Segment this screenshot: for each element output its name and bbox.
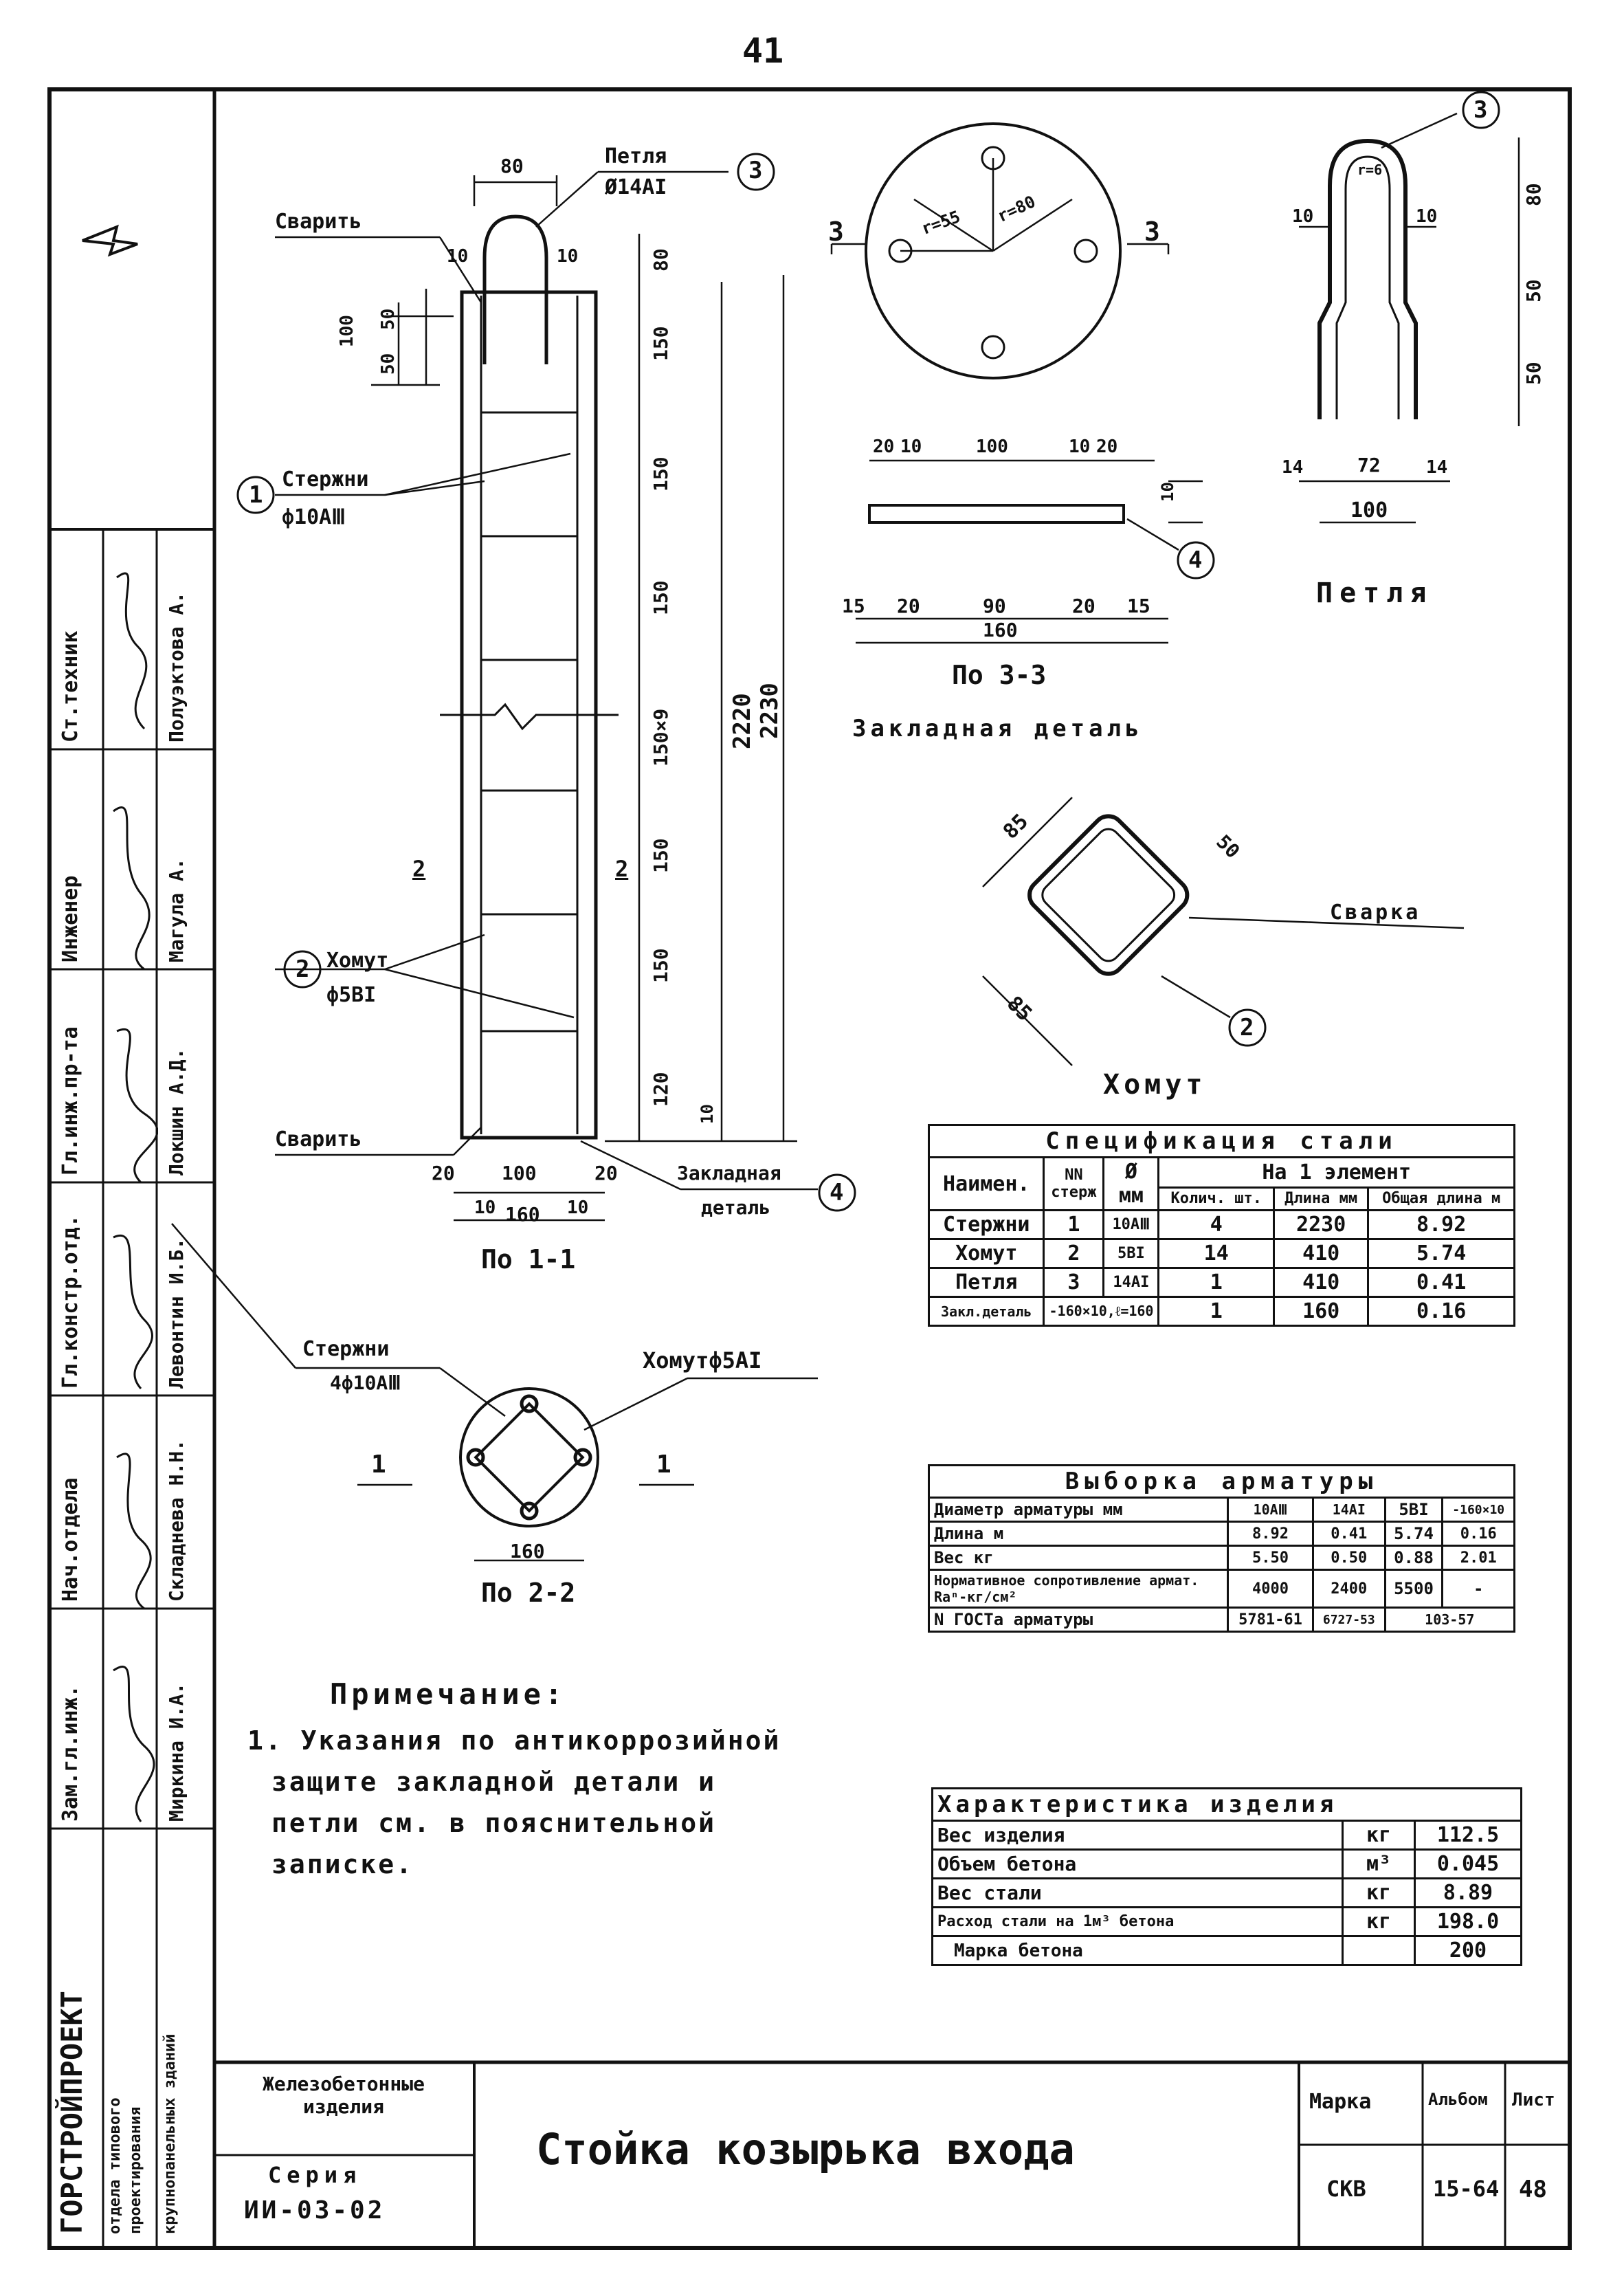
plate-caption: По 3-3 <box>952 660 1047 690</box>
plate-r2: r=80 <box>994 192 1039 226</box>
char-cell: Вес изделия <box>933 1821 1343 1850</box>
spec-cell: 5.74 <box>1368 1239 1515 1268</box>
char-cell: 0.045 <box>1415 1850 1522 1879</box>
sidebar-role-1: Ст.техник <box>58 630 82 742</box>
rebar-cell: 5.50 <box>1228 1546 1313 1570</box>
dim-10a: 10 <box>447 246 469 267</box>
dim-top: 80 <box>500 155 524 177</box>
sidebar-name-6: Миркина И.А. <box>165 1682 188 1822</box>
sidebar-org-sub-1: отдела типового <box>107 2097 124 2234</box>
rebar-cell: Вес кг <box>929 1546 1228 1570</box>
rebar-cell: 5781-61 <box>1228 1608 1313 1632</box>
loop-detail-left10: 10 <box>1292 206 1314 227</box>
plate-num: 4 <box>1188 547 1203 574</box>
rebar-cell: 0.16 <box>1443 1522 1515 1546</box>
bottom-dim-20b: 20 <box>594 1162 618 1184</box>
tb-mark: СКВ <box>1326 2176 1366 2202</box>
plate-total: 160 <box>983 619 1018 641</box>
rebar-cell: 8.92 <box>1228 1522 1313 1546</box>
stirrup-side1: 85 <box>998 809 1034 844</box>
plate-top-dim-4: 10 <box>1069 437 1091 457</box>
spacing-8: 120 <box>649 1072 672 1107</box>
spec-cell: Закл.деталь <box>929 1297 1044 1326</box>
spec-cell: Стержни <box>929 1211 1044 1239</box>
s22-mark-left: 1 <box>371 1450 386 1479</box>
sidebar-name-3: Локшин А.Д. <box>165 1048 188 1175</box>
loop-detail-bottom-right: 14 <box>1426 457 1448 478</box>
rebar-cell: 6727-53 <box>1313 1608 1386 1632</box>
stirrup-weld-label: Сварка <box>1330 901 1421 925</box>
sidebar-role-4: Гл.констр.отд. <box>58 1215 82 1389</box>
notes-line-4: записке. <box>271 1849 414 1879</box>
rebar-cell: 0.88 <box>1385 1546 1443 1570</box>
signatures <box>103 536 158 1842</box>
loop-detail-bottom-left: 14 <box>1282 457 1304 478</box>
loop-detail-dim-50a: 50 <box>1522 279 1545 302</box>
tb-category: Железобетонные изделия <box>262 2073 425 2118</box>
char-cell: 112.5 <box>1415 1821 1522 1850</box>
spacing-3: 150 <box>649 456 672 492</box>
plate-bottom-dim-5: 15 <box>1127 595 1150 617</box>
loop-num: 3 <box>748 157 763 184</box>
bottom-dim-20a: 20 <box>432 1162 455 1184</box>
rebar-cell: 5.74 <box>1385 1522 1443 1546</box>
rebar-cell: N ГОСТа арматуры <box>929 1608 1228 1632</box>
rebar-cell: 2.01 <box>1443 1546 1515 1570</box>
spec-h-group: На 1 элемент <box>1159 1158 1515 1188</box>
spec-cell: 160 <box>1273 1297 1368 1326</box>
char-title: Характеристика изделия <box>933 1789 1522 1821</box>
embed-label-2: деталь <box>701 1196 771 1219</box>
s22-dim: 160 <box>510 1540 545 1563</box>
notes-line-3: петли см. в пояснительной <box>271 1808 716 1838</box>
char-cell: м³ <box>1343 1850 1415 1879</box>
spacing-5: 150×9 <box>649 708 672 766</box>
tb-sheet: 48 <box>1519 2176 1547 2203</box>
rebar-cell: Длина м <box>929 1522 1228 1546</box>
section-mark: 2 <box>412 856 426 882</box>
sidebar-name-2: Магула А. <box>165 858 188 962</box>
dim-50b: 50 <box>378 353 399 375</box>
sidebar-role-3: Гл.инж.пр-та <box>58 1026 82 1175</box>
plate-top-dim-5: 20 <box>1096 437 1118 457</box>
stirrup-dia: ф5ВI <box>326 983 377 1007</box>
rebar-cell: Нормативное сопротивление армат. Rаⁿ-кг/см² <box>929 1570 1228 1608</box>
char-cell: Расход стали на 1м³ бетона <box>933 1908 1343 1936</box>
emblem-icon <box>76 206 144 275</box>
spacing-7: 150 <box>649 948 672 983</box>
sidebar-name-5: Складнева Н.Н. <box>165 1439 188 1602</box>
rods-num: 1 <box>249 481 263 509</box>
spec-cell: 2 <box>1044 1239 1104 1268</box>
spec-cell: Петля <box>929 1268 1044 1297</box>
plate-bottom-dim-3: 90 <box>983 595 1006 617</box>
spacing-2: 150 <box>649 326 672 361</box>
spec-cell: 0.16 <box>1368 1297 1515 1326</box>
char-cell: кг <box>1343 1821 1415 1850</box>
weld-bottom-label: Сварить <box>275 1127 362 1151</box>
notes-title: Примечание: <box>330 1677 567 1711</box>
rebar-cell: 0.50 <box>1313 1546 1386 1570</box>
loop-detail-dim-80: 80 <box>1522 183 1545 206</box>
plate-top-dim-2: 10 <box>900 437 922 457</box>
spec-cell: 14АI <box>1104 1268 1159 1297</box>
char-cell: 200 <box>1415 1936 1522 1965</box>
rebar-cell: 5ВI <box>1385 1498 1443 1522</box>
loop-detail-radius: r=6 <box>1357 162 1383 178</box>
char-cell: 198.0 <box>1415 1908 1522 1936</box>
sidebar-org: ГОРСТРОЙПРОЕКТ <box>55 1990 89 2234</box>
plate-bottom-dim-1: 15 <box>842 595 865 617</box>
rebar-cell: Диаметр арматуры мм <box>929 1498 1228 1522</box>
s22-caption: По 2-2 <box>481 1578 576 1608</box>
rebar-cell: -160×10 <box>1443 1498 1515 1522</box>
notes-line-2: защите закладной детали и <box>271 1767 716 1797</box>
rebar-cell: 14АI <box>1313 1498 1386 1522</box>
spec-h-name: Наимен. <box>929 1158 1044 1211</box>
char-cell: Марка бетона <box>933 1936 1343 1965</box>
plate-top-dim-1: 20 <box>873 437 895 457</box>
spec-cell: 3 <box>1044 1268 1104 1297</box>
rebar-cell: 0.41 <box>1313 1522 1386 1546</box>
plate-thickness: 10 <box>1158 482 1177 502</box>
s22-rods-dia: 4ф10АⅢ <box>330 1371 401 1394</box>
spec-cell: 410 <box>1273 1239 1368 1268</box>
embed-num: 4 <box>830 1179 844 1206</box>
sidebar-role-6: Зам.гл.инж. <box>58 1685 82 1822</box>
sidebar-role-2: Инженер <box>58 875 82 962</box>
stirrup-label: Хомут <box>326 949 389 973</box>
overall-2220: 2220 <box>728 693 756 749</box>
char-cell <box>1343 1936 1415 1965</box>
weld-top-label: Сварить <box>275 210 362 234</box>
page-number: 41 <box>742 31 784 71</box>
spec-table <box>928 1124 1515 1327</box>
rebar-cell: 103-57 <box>1385 1608 1514 1632</box>
tb-album-label: Альбом <box>1428 2090 1488 2109</box>
rods-label: Стержни <box>282 467 369 492</box>
spec-cell: 8.92 <box>1368 1211 1515 1239</box>
plate-top-dim-3: 100 <box>976 437 1008 457</box>
stirrup-detail-num: 2 <box>1240 1014 1254 1041</box>
char-table <box>931 1787 1522 1966</box>
loop-detail-bottom-mid: 72 <box>1357 454 1381 476</box>
spec-cell: 5ВI <box>1104 1239 1159 1268</box>
spec-h-dia: Ø мм <box>1104 1158 1159 1211</box>
plate-bottom-dim-4: 20 <box>1072 595 1095 617</box>
loop-label: Петля <box>605 144 667 168</box>
char-cell: кг <box>1343 1879 1415 1908</box>
spec-h-qty: Колич. шт. <box>1159 1187 1273 1210</box>
s22-mark-right: 1 <box>656 1450 671 1479</box>
char-cell: 8.89 <box>1415 1879 1522 1908</box>
rebar-cell: 10АⅢ <box>1228 1498 1313 1522</box>
spec-title: Спецификация стали <box>929 1125 1515 1158</box>
spec-cell: 1 <box>1159 1268 1273 1297</box>
char-cell: Объем бетона <box>933 1850 1343 1879</box>
tb-series: ИИ-03-02 <box>244 2196 386 2225</box>
dim-10c: 10 <box>698 1104 717 1124</box>
notes-line-1: 1. Указания по антикоррозийной <box>247 1725 781 1756</box>
stirrup-side2: 85 <box>1001 991 1037 1026</box>
loop-detail-right10: 10 <box>1416 206 1438 227</box>
spec-cell: 2230 <box>1273 1211 1368 1239</box>
spec-h-len: Длина мм <box>1273 1187 1368 1210</box>
plate-r1: r=55 <box>918 206 963 239</box>
spec-cell: 1 <box>1159 1297 1273 1326</box>
overall-2230: 2230 <box>756 683 783 739</box>
dim-10b: 10 <box>557 246 579 267</box>
loop-detail-total: 100 <box>1350 498 1388 522</box>
char-cell: кг <box>1343 1908 1415 1936</box>
rebar-cell: - <box>1443 1570 1515 1608</box>
spec-cell: 1 <box>1044 1211 1104 1239</box>
s22-rods-label: Стержни <box>302 1337 390 1361</box>
loop-dia: Ø14АI <box>605 175 667 199</box>
stirrup-weld-len: 50 <box>1212 830 1245 863</box>
spec-cell: 4 <box>1159 1211 1273 1239</box>
tb-name: Стойка козырька входа <box>536 2124 1075 2174</box>
spec-cell: Хомут <box>929 1239 1044 1268</box>
spec-h-total: Общая длина м <box>1368 1187 1515 1210</box>
loop-detail-num: 3 <box>1473 96 1488 124</box>
stirrup-num: 2 <box>296 956 310 983</box>
sidebar-org-sub-2: проектирования <box>127 2106 144 2234</box>
spec-cell: 0.41 <box>1368 1268 1515 1297</box>
bottom-dim2-160: 160 <box>505 1203 540 1226</box>
spacing-4: 150 <box>649 580 672 615</box>
section-mark-2: 2 <box>615 856 629 882</box>
rebar-table <box>928 1464 1515 1633</box>
main-caption: По 1-1 <box>481 1244 576 1274</box>
plate-mark-right: 3 <box>1144 217 1160 247</box>
spec-cell: 14 <box>1159 1239 1273 1268</box>
rebar-title: Выборка арматуры <box>929 1466 1515 1498</box>
spec-cell: 10АⅢ <box>1104 1211 1159 1239</box>
bottom-dim2-10a: 10 <box>474 1197 496 1218</box>
embed-label-1: Закладная <box>677 1162 781 1184</box>
spec-cell: 410 <box>1273 1268 1368 1297</box>
tb-mark-label: Марка <box>1309 2090 1372 2114</box>
tb-series-label: Серия <box>268 2162 362 2188</box>
spacing-6: 150 <box>649 838 672 873</box>
rebar-cell: 2400 <box>1313 1570 1386 1608</box>
char-cell: Вес стали <box>933 1879 1343 1908</box>
bottom-dim-100: 100 <box>502 1162 537 1184</box>
sidebar-role-5: Нач.отдела <box>58 1477 82 1602</box>
dim-50a: 50 <box>378 308 399 330</box>
plate-title: Закладная деталь <box>852 715 1144 742</box>
loop-detail-dim-50b: 50 <box>1522 362 1545 385</box>
spacing-1: 80 <box>649 248 672 272</box>
dim-100: 100 <box>337 315 357 347</box>
tb-album: 15-64 <box>1433 2176 1500 2202</box>
bottom-dim2-10b: 10 <box>567 1197 589 1218</box>
rebar-cell: 5500 <box>1385 1570 1443 1608</box>
plate-bottom-dim-2: 20 <box>897 595 920 617</box>
spec-h-nn: NN стерж <box>1044 1158 1104 1211</box>
sidebar-name-1: Полуэктова А. <box>165 591 188 742</box>
sidebar-name-4: Левонтин И.Б. <box>165 1237 188 1389</box>
rebar-cell: 4000 <box>1228 1570 1313 1608</box>
stirrup-detail-title: Хомут <box>1103 1069 1207 1101</box>
rods-dia: ф10АⅢ <box>282 505 346 529</box>
sidebar-org-sub-3: крупнопанельных зданий <box>162 2033 179 2234</box>
plate-mark-left: 3 <box>828 217 844 247</box>
tb-sheet-label: Лист <box>1512 2090 1555 2110</box>
loop-detail-title: Петля <box>1316 577 1434 609</box>
spec-cell: -160×10,ℓ=160 <box>1044 1297 1159 1326</box>
s22-stirrup-label: Хомутф5АI <box>643 1347 762 1373</box>
